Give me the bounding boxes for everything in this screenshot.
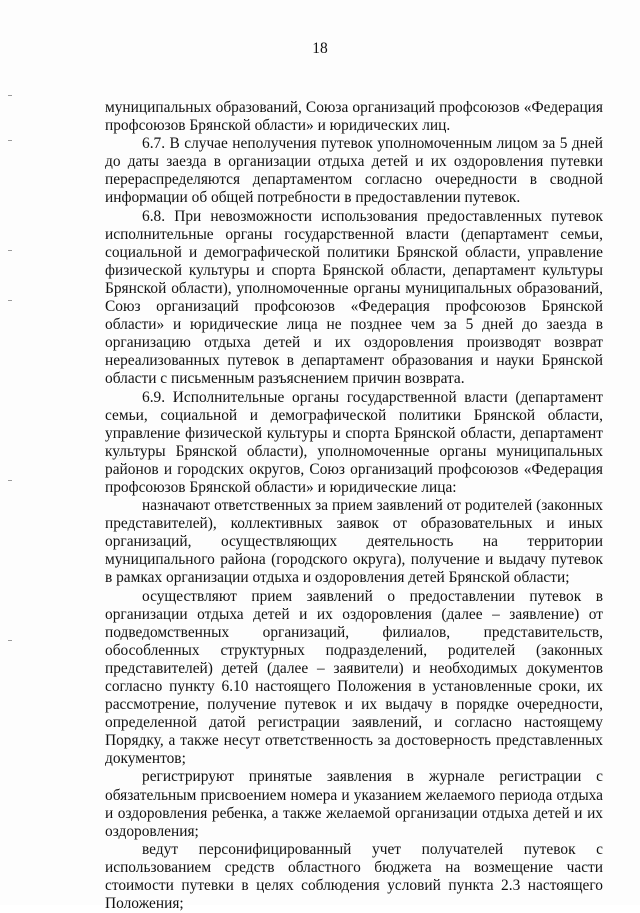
paragraph: муниципальных образований, Союза организаций профсоюзов «Федерация профсоюзов Брянской области» и юридических лиц. — [105, 99, 603, 135]
paragraph: 6.8. При невозможности использования предоставленных путевок исполнительные органы государственной власти (департамент семьи, социальной и демографической политики Брянской области, управление физической культуры и спорта Брянской области, департамент культуры Брянской области), уполномоченные органы муниципальных образований, Союз организаций профсоюзов «Федерация профсоюзов Брянской области» и юридические лица не позднее чем за 5 дней до заезда в организацию отдыха детей и их оздоровления производят возврат нереализованных путевок в департамент образования и науки Брянской области с письменным разъяснением причин возврата. — [105, 207, 603, 388]
paragraph: осуществляют прием заявлений о предоставлении путевок в организации отдыха детей и их оздоровления (далее – заявление) от подведомственных организаций, филиалов, представительств, обособленных структурных подразделений, родителей (законных представителей) детей (далее – заявители) и необходимых документов согласно пункту 6.10 настоящего Положения в установленные сроки, их рассмотрение, получение путевок и их выдачу в порядке очередности, определенной датой регистрации заявлений, и согласно настоящему Порядку, а также несут ответственность за достоверность представленных документов; — [105, 587, 603, 768]
scan-edge-marks — [8, 0, 14, 905]
paragraph: 6.7. В случае неполучения путевок уполномоченным лицом за 5 дней до даты заезда в организации отдыха детей и их оздоровления путевки перераспределяются департаментом согласно очередности в сводной информации об общей потребности в предоставлении путевок. — [105, 135, 603, 207]
paragraph: ведут персонифицированный учет получателей путевок с использованием средств областного бюджета на возмещение части стоимости путевки в целях соблюдения условий пункта 2.3 настоящего Положения; — [105, 840, 603, 913]
paragraph: регистрируют принятые заявления в журнале регистрации с обязательным присвоением номера и указанием желаемого периода отдыха и оздоровления ребенка, а также желаемой организации отдыха детей и их оздоровления; — [105, 768, 603, 840]
paragraph: назначают ответственных за прием заявлений от родителей (законных представителей), коллективных заявок от образовательных и иных организаций, осуществляющих деятельность на территории муниципального района (городского округа), получение и выдачу путевок в рамках организации отдыха и оздоровления детей Брянской области; — [105, 497, 603, 587]
paragraph: 6.9. Исполнительные органы государственной власти (департамент семьи, социальной и демографической политики Брянской области, управление физической культуры и спорта Брянской области, департамент культуры Брянской области), уполномоченные органы муниципальных районов и городских округов, Союз организаций профсоюзов «Федерация профсоюзов Брянской области» и юридические лица: — [105, 388, 603, 496]
page-number: 18 — [312, 40, 328, 57]
document-body — [105, 99, 603, 913]
